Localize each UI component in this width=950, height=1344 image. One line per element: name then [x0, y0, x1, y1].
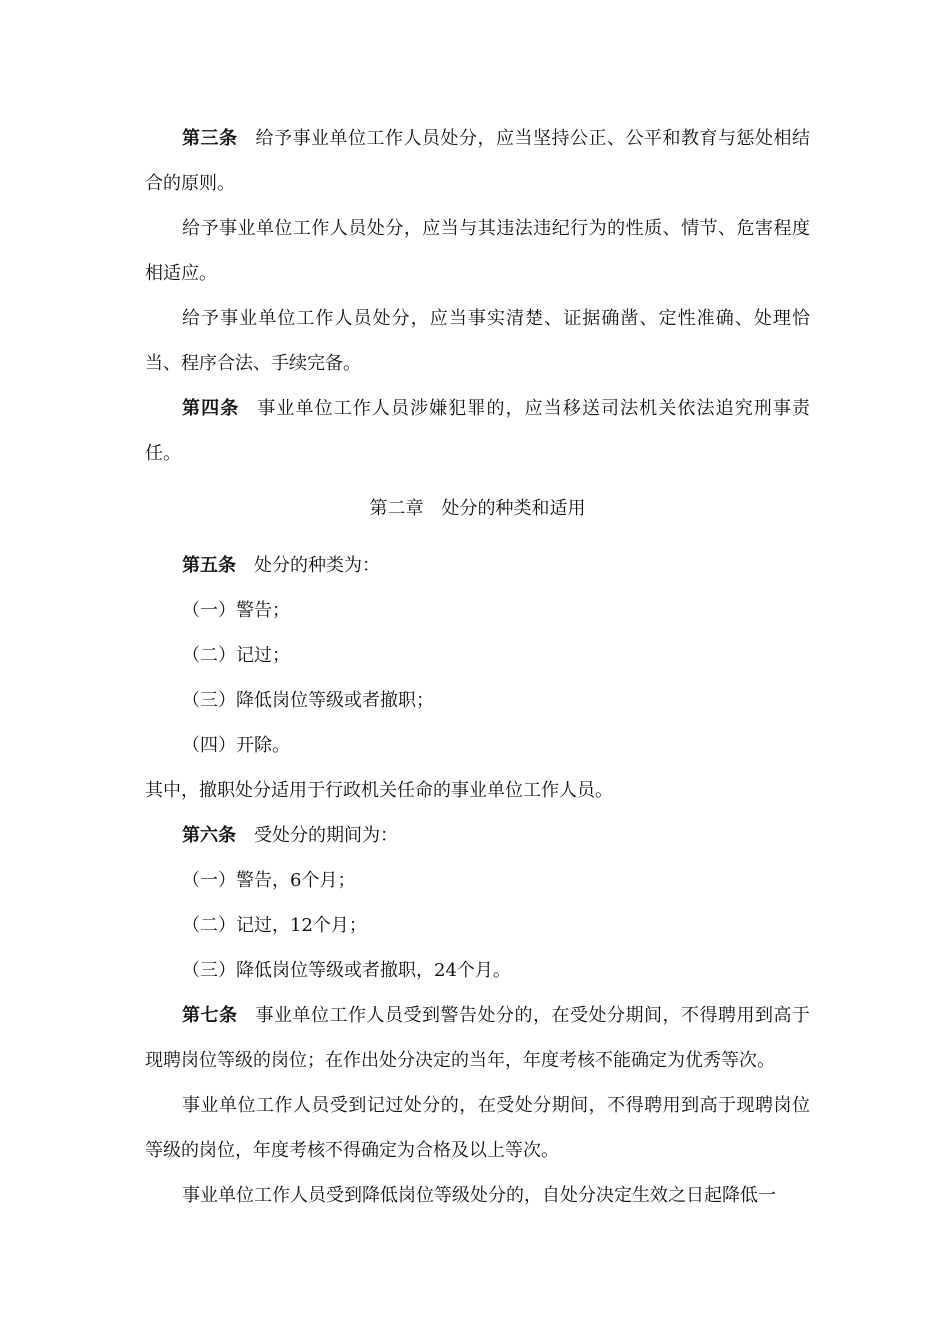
- article-6-item-3: （三）降低岗位等级或者撤职，24个月。: [182, 960, 511, 981]
- article-3-heading: 第三条: [182, 128, 238, 149]
- article-6-item-2: （二）记过，12个月；: [182, 915, 367, 936]
- article-4-paragraph-1: 第四条 事业单位工作人员涉嫌犯罪的，应当移送司法机关依法追究刑事责任。: [145, 398, 811, 464]
- article-7-heading: 第七条: [182, 1005, 238, 1026]
- document-page: [145, 116, 810, 1218]
- article-5-heading: 第五条: [182, 555, 236, 576]
- article-6-intro: 第六条 受处分的期间为：: [182, 825, 398, 846]
- article-3-paragraph-3: 给予事业单位工作人员处分，应当事实清楚、证据确凿、定性准确、处理恰当、程序合法、手续完备。: [145, 308, 810, 374]
- article-7-paragraph-1: 第七条 事业单位工作人员受到警告处分的，在受处分期间，不得聘用到高于现聘岗位等级的岗位；在作出处分决定的当年，年度考核不能确定为优秀等次。: [145, 1005, 810, 1071]
- article-5-item-3: （三）降低岗位等级或者撤职；: [182, 690, 434, 711]
- article-5-item-2: （二）记过；: [182, 645, 290, 666]
- article-6-heading: 第六条: [182, 825, 236, 846]
- article-7-paragraph-3: 事业单位工作人员受到降低岗位等级处分的，自处分决定生效之日起降低一: [182, 1185, 776, 1206]
- article-7-paragraph-2: 事业单位工作人员受到记过处分的，在受处分期间，不得聘用到高于现聘岗位等级的岗位，年度考核不得确定为合格及以上等次。: [145, 1095, 810, 1161]
- article-5-item-4: （四）开除。: [182, 735, 290, 756]
- article-3-paragraph-2: 给予事业单位工作人员处分，应当与其违法违纪行为的性质、情节、危害程度相适应。: [145, 218, 810, 284]
- chapter-2-title: 第二章 处分的种类和适用: [369, 498, 586, 519]
- article-5-note: 其中，撤职处分适用于行政机关任命的事业单位工作人员。: [145, 780, 613, 801]
- article-5-item-1: （一）警告；: [182, 600, 290, 621]
- article-4-heading: 第四条: [182, 398, 240, 419]
- article-6-item-1: （一）警告，6个月；: [182, 870, 356, 891]
- article-3-paragraph-1: 第三条 给予事业单位工作人员处分，应当坚持公正、公平和教育与惩处相结合的原则。: [145, 128, 810, 194]
- article-5-intro: 第五条 处分的种类为：: [182, 555, 380, 576]
